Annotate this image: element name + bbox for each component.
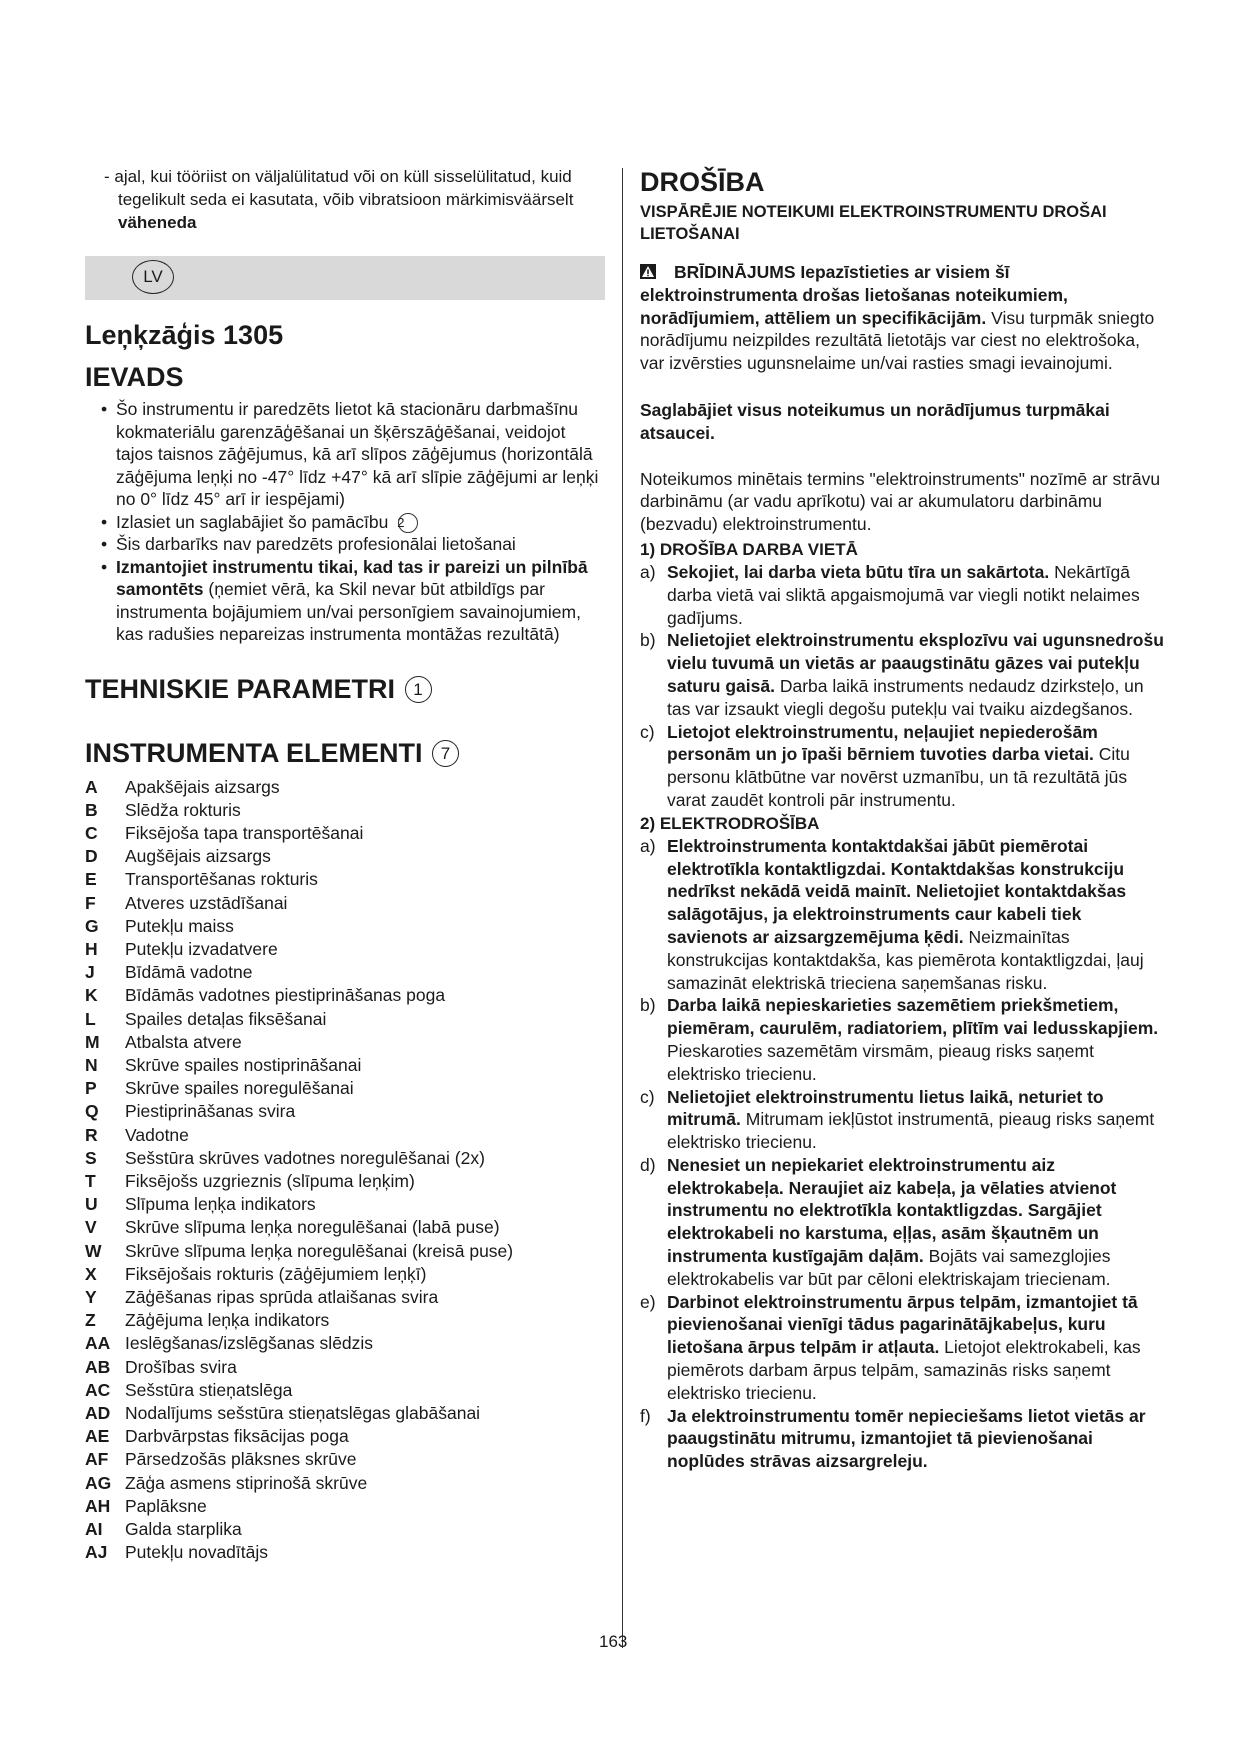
part-key: T (85, 1170, 96, 1191)
safety-item-letter: f) (640, 1405, 651, 1426)
ievads-list (85, 398, 605, 646)
part-item (85, 776, 605, 799)
safety-item-bold: Nelietojiet elektroinstrumentu eksplozīvu vai ugunsnedrošu vielu tuvumā un vietās ar paaugstinātu gāzes vai putekļu saturu gaisā. (667, 630, 1164, 696)
part-item (85, 1518, 605, 1541)
part-label: Sešstūra stieņatslēga (125, 1379, 293, 1400)
part-item (85, 822, 605, 845)
section-elementi (85, 736, 605, 770)
part-key: H (85, 938, 98, 959)
part-key: R (85, 1124, 98, 1145)
part-key: C (85, 822, 98, 843)
safety-item-text: Citu personu klātbūtne var novērst uzmanību, un tā rezultātā jūs varat zaudēt kontroli pār instrumentu. (667, 744, 1130, 810)
part-item (85, 1263, 605, 1286)
part-label: Nodalījums sešstūra stieņatslēgas glabāšanai (125, 1402, 481, 1423)
part-label: Atveres uzstādīšanai (125, 892, 288, 913)
part-label: Transportēšanas rokturis (125, 869, 318, 890)
part-item (85, 868, 605, 891)
part-item (85, 915, 605, 938)
part-item (85, 1124, 605, 1147)
section-tehniskie-label: TEHNISKIE PARAMETRI (85, 673, 396, 704)
part-key: Q (85, 1101, 99, 1122)
safety-item-letter: a) (640, 835, 656, 856)
part-item (85, 984, 605, 1007)
bullet-symbol: • (101, 511, 108, 532)
part-key: S (85, 1147, 97, 1168)
s2-title: 2) ELEKTRODROŠĪBA (640, 813, 820, 833)
safety-item-text: Mitrumam iekļūstot instrumentā, pieaug risks saņemt elektrisko triecienu. (667, 1109, 1155, 1153)
s2-list (640, 835, 1165, 1473)
part-key: AC (85, 1379, 111, 1400)
part-item (85, 845, 605, 868)
part-key: Z (85, 1310, 96, 1331)
intro-bold: väheneda (118, 213, 197, 232)
part-label: Sešstūra skrūves vadotnes noregulēšanai (2x) (125, 1147, 485, 1168)
safety-item-text: Lietojot elektrokabeli, kas piemērots darbam ārpus telpām, samazinās risks saņemt elektrisko triecienu. (667, 1337, 1141, 1403)
part-key: AH (85, 1495, 111, 1516)
part-key: L (85, 1008, 96, 1029)
part-key: D (85, 846, 98, 867)
left-column (85, 165, 605, 1564)
safety-item-letter: c) (640, 721, 655, 742)
safety-item-bold: Darba laikā nepieskarieties sazemētiem priekšmetiem, piemēram, caurulēm, radiatoriem, plītīm vai ledusskapjiem. (667, 995, 1159, 1039)
part-item (85, 938, 605, 961)
part-label: Skrūve slīpuma leņķa noregulēšanai (labā puse) (125, 1217, 500, 1238)
part-label: Slēdža rokturis (125, 799, 241, 820)
parts-list (85, 776, 605, 1565)
safety-item-bold: Nenesiet un nepiekariet elektroinstrumentu aiz elektrokabeļa. Neraujiet aiz kabeļa, ja vēlaties atvienot instrumentu no elektrotīkla kontaktligzdas. Sargājiet elektrokabeli no karstuma, eļļas, asām šķautnēm un instrumenta kustīgajām daļām. (667, 1154, 1117, 1267)
figure-ref-1: 1 (405, 676, 432, 703)
safety-title: DROŠĪBA (640, 167, 765, 197)
part-label: Skrūve spailes noregulēšanai (125, 1078, 354, 1099)
part-label: Zāģēšanas ripas sprūda atlaišanas svira (125, 1286, 439, 1307)
part-item (85, 799, 605, 822)
part-label: Paplāksne (125, 1495, 207, 1516)
warning-bold: BRĪDINĀJUMS Iepazīstieties ar visiem šī elektroinstrumenta drošas lietošanas noteikumiem, norādījumiem, attēliem un specifikācijām. (640, 262, 1068, 328)
part-label: Bīdāmā vadotne (125, 962, 253, 983)
part-item (85, 1495, 605, 1518)
safety-item-letter: b) (640, 995, 656, 1016)
part-key: P (85, 1078, 97, 1099)
safety-item-letter: a) (640, 561, 656, 582)
part-label: Fiksējošs uzgrieznis (slīpuma leņķim) (125, 1170, 415, 1191)
part-key: AF (85, 1449, 109, 1470)
part-item (85, 961, 605, 984)
part-key: J (85, 962, 95, 983)
part-key: M (85, 1031, 100, 1052)
safety-item-letter: c) (640, 1086, 655, 1107)
part-item (85, 1448, 605, 1471)
part-key: AI (85, 1519, 103, 1539)
safety-item-bold: Elektroinstrumenta kontaktdakšai jābūt piemērotai elektrotīkla kontaktligzdai. Kontaktdakšas konstrukciju nedrīkst nekādā veidā mainīt. Nelietojiet kontaktdakšas salāgotājus, ja elektroinstruments caur kabeli tiek savienots ar aizsargzemējuma ķēdi. (667, 835, 1127, 947)
safety-item (640, 835, 1165, 995)
bullet-symbol: • (101, 534, 108, 554)
part-label: Bīdāmās vadotnes piestiprināšanas poga (125, 985, 446, 1006)
part-label: Putekļu izvadatvere (125, 938, 278, 959)
part-label: Fiksējošais rokturis (zāģējumiem leņķī) (125, 1263, 427, 1284)
safety-item (640, 994, 1165, 1085)
part-item (85, 1425, 605, 1448)
ievads-bullet (85, 556, 605, 646)
part-label: Piestiprināšanas svira (125, 1101, 296, 1122)
part-label: Galda starplika (125, 1519, 242, 1539)
part-item (85, 1240, 605, 1263)
part-item (85, 1541, 605, 1564)
part-label: Slīpuma leņķa indikators (125, 1194, 316, 1215)
warning-text: Visu turpmāk sniegto norādījumu neizpildes rezultātā lietotājs var ciest no elektrošoka, var izvērsties ugunsnelaime un/vai rasties smagi ievainojumi. (640, 307, 1155, 374)
language-badge: LV (132, 260, 174, 294)
part-item (85, 1147, 605, 1170)
part-label: Ieslēgšanas/izslēgšanas slēdzis (125, 1333, 374, 1354)
page-number: 163 (599, 1632, 628, 1651)
part-item (85, 1379, 605, 1402)
part-label: Vadotne (125, 1124, 189, 1145)
part-label: Drošības svira (125, 1356, 237, 1377)
figure-ref-2: 2 (398, 513, 418, 533)
safety-item (640, 721, 1165, 812)
part-key: A (85, 776, 98, 797)
part-item (85, 1472, 605, 1495)
part-item (85, 1054, 605, 1077)
section-elementi-label: INSTRUMENTA ELEMENTI (85, 737, 423, 768)
keep-instructions: Saglabājiet visus noteikumus un norādījumus turpmākai atsaucei. (640, 399, 1110, 443)
part-label: Zāģa asmens stiprinošā skrūve (125, 1472, 368, 1493)
part-item (85, 1332, 605, 1355)
intro-dash: - (104, 167, 110, 186)
part-item (85, 1170, 605, 1193)
ievads-bullet (85, 511, 605, 534)
language-bar (85, 256, 605, 300)
part-item (85, 892, 605, 915)
bullet-bold-text: Izmantojiet instrumentu tikai, kad tas ir pareizi un pilnībā samontēts (116, 556, 588, 599)
right-column (640, 165, 1165, 1473)
intro-paragraph (85, 165, 605, 234)
part-key: Y (85, 1286, 97, 1307)
ievads-bullet (85, 533, 605, 556)
part-label: Spailes detaļas fiksēšanai (125, 1008, 327, 1029)
safety-item-bold: Darbinot elektroinstrumentu ārpus telpām, izmantojiet tā pievienošanai vienīgi tādus pagarinātājkabeļus, kuru lietošana ārpus telpām ir atļauta. (667, 1291, 1138, 1358)
part-label: Darbvārpstas fiksācijas poga (125, 1426, 349, 1447)
bullet-text: Šis darbarīks nav paredzēts profesionālai lietošanai (116, 534, 516, 554)
part-label: Skrūve spailes nostiprināšanai (125, 1054, 362, 1075)
term-paragraph: Noteikumos minētais termins "elektroinstruments" nozīmē ar strāvu darbināmu (ar vadu aprīkotu) vai ar akumulatoru darbināmu (bezvadu) elektroinstrumentu. (640, 468, 1161, 535)
safety-item (640, 1086, 1165, 1154)
safety-item (640, 1291, 1165, 1405)
part-key: AD (85, 1402, 111, 1423)
warning-paragraph (640, 261, 1165, 375)
part-label: Zāģējuma leņķa indikators (125, 1310, 330, 1331)
part-key: F (85, 892, 96, 913)
safety-item-text: Pieskaroties sazemētām virsmām, pieaug risks saņemt elektrisko triecienu. (667, 1040, 1094, 1084)
bullet-symbol: • (101, 556, 108, 577)
safety-item (640, 1405, 1165, 1473)
part-label: Pārsedzošās plāksnes skrūve (125, 1449, 357, 1470)
figure-ref-7: 7 (432, 740, 459, 767)
part-key: W (85, 1240, 102, 1261)
part-label: Fiksējoša tapa transportēšanai (125, 822, 364, 843)
part-key: V (85, 1217, 97, 1238)
s1-title: 1) DROŠĪBA DARBA VIETĀ (640, 539, 858, 559)
part-item (85, 1077, 605, 1100)
safety-item-bold: Nelietojiet elektroinstrumentu lietus laikā, neturiet to mitrumā. (667, 1086, 1104, 1130)
part-item (85, 1309, 605, 1332)
safety-item (640, 1154, 1165, 1291)
warning-triangle-icon (640, 264, 656, 279)
part-label: Skrūve slīpuma leņķa noregulēšanai (kreisā puse) (125, 1240, 514, 1261)
part-label: Putekļu maiss (125, 915, 234, 936)
safety-item-letter: d) (640, 1154, 656, 1175)
safety-item-text: Bojāts vai samezglojies elektrokabelis var būt par cēloni elektriskajam triecienam. (667, 1246, 1111, 1289)
part-label: Augšējais aizsargs (125, 846, 271, 867)
part-key: AB (85, 1356, 111, 1377)
bullet-symbol: • (101, 399, 108, 419)
safety-item (640, 561, 1165, 629)
part-item (85, 1356, 605, 1379)
s1-list (640, 561, 1165, 812)
safety-item (640, 629, 1165, 720)
part-key: AE (85, 1426, 110, 1447)
safety-item-letter: b) (640, 630, 656, 651)
part-key: E (85, 869, 97, 890)
safety-item-bold: Lietojot elektroinstrumentu, neļaujiet nepiederošām personām un jo īpaši bērniem tuvoties darba vietai. (667, 721, 1098, 765)
part-item (85, 1286, 605, 1309)
part-key: N (85, 1054, 98, 1075)
safety-item-text: Neizmainītas konstrukcijas kontaktdakša, kas piemērota kontaktligzdai, ļauj samazināt elektriskā trieciena saņemšanas risku. (667, 926, 1144, 993)
section-ievads: IEVADS (85, 362, 184, 392)
part-item (85, 1031, 605, 1054)
part-key: AG (85, 1472, 112, 1493)
part-key: B (85, 799, 98, 820)
safety-item-letter: e) (640, 1291, 656, 1312)
intro-text: ajal, kui tööriist on väljalülitatud või on küll sisselülitatud, kuid tegelikult seda ei kasutata, võib vibratsioon märkimisväärselt (114, 167, 574, 209)
safety-item-bold: Ja elektroinstrumentu tomēr nepieciešams lietot vietās ar paaugstinātu mitrumu, izmantojiet tā pievienošanai noplūdes strāvas aizsargreleju. (667, 1405, 1146, 1472)
part-key: AA (85, 1333, 111, 1354)
bullet-text: Izlasiet un saglabājiet šo pamācību (116, 511, 389, 532)
part-label: Apakšējais aizsargs (125, 776, 280, 797)
part-key: U (85, 1194, 98, 1215)
part-item (85, 1008, 605, 1031)
part-label: Putekļu novadītājs (125, 1542, 269, 1563)
ievads-bullet (85, 398, 605, 511)
part-key: K (85, 985, 98, 1006)
safety-subtitle: VISPĀRĒJIE NOTEIKUMI ELEKTROINSTRUMENTU DROŠAI LIETOŠANAI (640, 203, 1107, 243)
product-title: Leņķzāģis 1305 (85, 320, 284, 350)
part-item (85, 1193, 605, 1216)
part-item (85, 1100, 605, 1123)
safety-item-text: Nekārtīgā darba vietā vai sliktā apgaismojumā var viegli notikt nelaimes gadījums. (667, 561, 1140, 628)
part-key: G (85, 915, 99, 936)
safety-item-text: Darba laikā instruments nedaudz dzirksteļo, un tas var izsaukt viegli degošu putekļu vai tvaiku aizdegšanos. (667, 675, 1144, 719)
safety-item-bold: Sekojiet, lai darba vieta būtu tīra un sakārtota. (667, 561, 1050, 582)
part-key: AJ (85, 1542, 108, 1563)
part-item (85, 1402, 605, 1425)
bullet-text: (ņemiet vērā, ka Skil nevar būt atbildīgs par instrumenta bojājumiem un/vai personīgiem savainojumiem, kas radušies nepareizas instrumenta montāžas rezultātā) (116, 579, 581, 644)
part-key: X (85, 1263, 97, 1284)
bullet-text: Šo instrumentu ir paredzēts lietot kā stacionāru darbmašīnu kokmateriālu garenzāģēšanai un šķērszāģēšanai, veidojot tajos taisnos zāģējumus, kā arī slīpos zāģējumus (horizontālā zāģējuma leņķi no -47° līdz +47° kā arī slīpie zāģējumi ar leņķi no 0° līdz 45° arī ir iespējami) (116, 399, 599, 509)
column-divider (622, 168, 623, 1648)
part-item (85, 1216, 605, 1239)
part-label: Atbalsta atvere (125, 1031, 242, 1052)
section-tehniskie (85, 672, 605, 706)
